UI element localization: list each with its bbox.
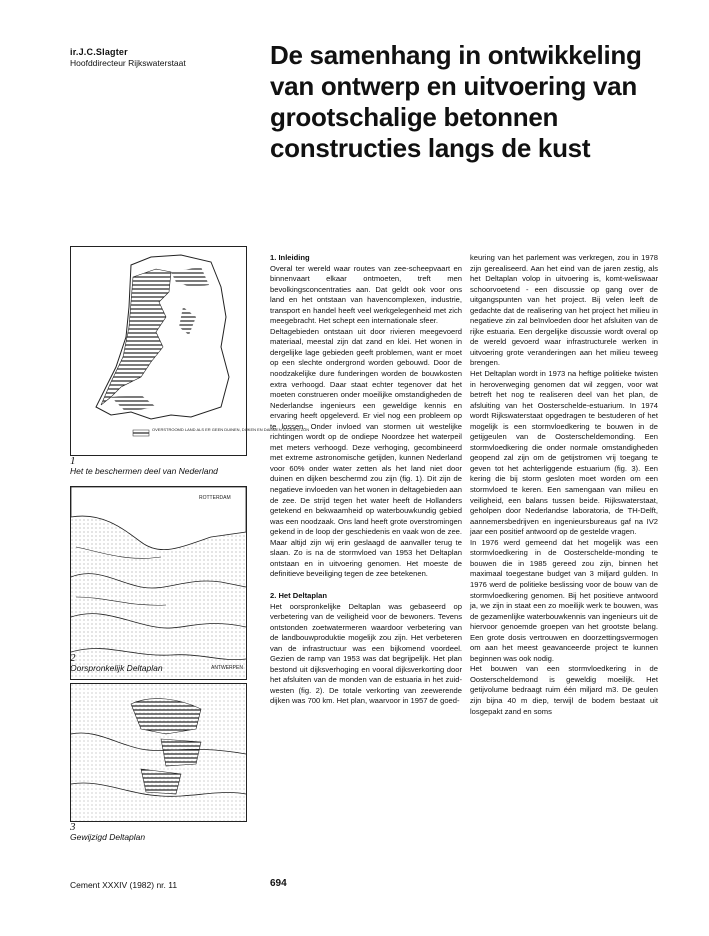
rotterdam-label: ROTTERDAM — [199, 495, 231, 501]
column-2-paragraph-3: In 1976 werd gemeend dat het mogelijk was een stormvloedkering in de Oosterschelde-monding te bouwen die in 1985 gereed zou zijn, binnen het maximaal toegestane budget van 3 miljard gulden. In 1976 werd de politieke beslissing voor de bouw van de stormvloedkering genomen. Bij het positieve antwoord ja, we zijn in staat een zo moeilijk werk te bouwen, was de gezamenlijke waterbouwkennis van ingenieurs uit de hiervoor genoemde groepen van het grootste belang. Een grote dosis vertrouwen en doorzettingsvermogen om aan het meest geavanceerde project te kunnen beginnen was ook nodig. — [470, 537, 658, 663]
section-2-heading: 2. Het Deltaplan — [270, 590, 327, 600]
figure-1-caption: Het te beschermen deel van Nederland — [70, 466, 218, 476]
author-name: ir.J.C.Slagter — [70, 47, 128, 57]
article-title: De samenhang in ontwikkeling van ontwerp en uitvoering van grootschalige betonnen constructies langs de kust — [270, 40, 642, 163]
text-column-1 — [270, 253, 462, 707]
section-2-paragraph: Het oorspronkelijke Deltaplan was gebaseerd op verbetering van de veiligheid voor de bewoners. Tevens ontstonden zoetwatermeren waardoor verbetering van de landbouwproduktie mogelijk zou zijn. Het verbeteren van de infrastructuur was een bijkomend voordeel. Gezien de ramp van 1953 was dat begrijpelijk. Het plan bestond uit dijksverhoging en vooral dijksverkorting door het afsluiten van de monden van de estuaria in het zuid-westen (fig. 2). De totale verkorting van zeewerende dijken was 700 km. Het plan, waarvoor in 1957 de goed- — [270, 601, 462, 706]
figure-3-number: 3 — [70, 821, 76, 833]
author-role: Hoofddirecteur Rijkswaterstaat — [70, 58, 186, 68]
antwerpen-label: ANTWERPEN — [211, 665, 243, 671]
text-column-2 — [470, 253, 658, 717]
figure-2-caption: Oorspronkelijk Deltaplan — [70, 663, 163, 673]
section-1-heading: 1. Inleiding — [270, 253, 310, 262]
page-number: 694 — [270, 878, 287, 889]
section-1-paragraph-2: Deltagebieden ontstaan uit door rivieren meegevoerd materiaal, meestal zijn dat zand en klei. Het wonen in dergelijke lage gebieden geeft problemen, want er moet op een slechte ondergrond worden gebouwd. Door de noodzakelijke dure funderingen worden de bouwkosten extra verhoogd. Daar staat echter tegenover dat het moeten construeren onder moeilijke omstandigheden de Nederlandse ingenieurs een geweldige kennis en ervaring heeft opgeleverd. Er viel nog een probleem op te lossen. Onder invloed van stormen uit westelijke richtingen wordt op de ondiepe Noordzee het waterpeil met meters verhoogd. Deze verhoging, gecombineerd met extreme astronomische getijden, kunnen Nederland voor 60% onder water zetten als het land niet door duinen en dijken beschermd zou zijn (fig. 1). Dit zijn de negatieve invloeden van het wonen in deltagebieden aan de zee. De strijd tegen het water heeft de Hollanders getekend en bekwaamheid op waterbouwkundig gebied was een noodzaak. Ons land heeft grote overstromingen gekend in de loop der geschiedenis en vaak won de zee. Maar altijd zijn wij erin geslaagd de aanvaller terug te slaan. Zo is na de stormvloed van 1953 het Deltaplan ontstaan en in uitvoering genomen. Het moeste de definitieve beveiliging tegen de zee betekenen. — [270, 326, 462, 579]
column-2-paragraph-4: Het bouwen van een stormvloedkering in de Oosterscheldemond is geweldig moeilijk. Het getijvolume bedraagt ruim één miljard m3. De geulen zijn bijna 40 m diep, terwijl de bodem bestaat uit losgepakt zand en soms — [470, 664, 658, 716]
column-2-paragraph-2: Het Deltaplan wordt in 1973 na heftige politieke twisten in heroverweging genomen dat wil zeggen, voor wat betreft het nog te realiseren deel van het plan, de afsluiting van het Oosterschelde-estuarium. In 1974 wordt Rijkswaterstaat opgedragen te bestuderen of het mogelijk is een stormvloedkering te bouwen in de getijgeulen van de Oosterscheldemonding. Een stormvloedkering die onder normale omstandigheden geopend zal zijn om de getijstromen vrij toegang te geven tot het achterliggende estuarium (fig. 3). Een kering die bij storm gesloten moet worden om een stormvloed te keren. Een samengaan van milieu en veiligheid, een balans tussen beide. Rijkswaterstaat, geholpen door Nederlandse laboratoria, de TH-Delft, aannemersbedrijven en ingenieursbureaus gaf na IV2 jaar een positief antwoord op de gestelde vragen. — [470, 369, 658, 537]
delta-map-icon — [71, 487, 246, 679]
figure-1-legend: OVERSTROOMD LAND ALS ER GEEN DUINEN, DIJKEN EN DAMMEN ZOUDEN ZIJN — [152, 427, 310, 432]
figure-2-map — [70, 486, 247, 680]
figure-1-number: 1 — [70, 455, 76, 467]
figure-3-map — [70, 683, 247, 822]
journal-reference: Cement XXXIV (1982) nr. 11 — [70, 880, 178, 890]
modified-delta-map-icon — [71, 684, 246, 821]
section-1-paragraph-1: Overal ter wereld waar routes van zee-scheepvaart en binnenvaart elkaar ontmoeten, treft men bevolkingsconcentraties aan. Dat geldt ook voor ons land en het ontstaan van havencomplexen, industrie, transport en handel heeft veel werkgelegenheid met zich meegebracht. Het schept een internationale sfeer. — [270, 263, 462, 326]
figure-3-caption: Gewijzigd Deltaplan — [70, 832, 146, 842]
column-2-paragraph-1: keuring van het parlement was verkregen, zou in 1978 zijn gerealiseerd. Aan het eind van de jaren zestig, als het Deltaplan volop in uitvoering is, komt-weliswaar schoorvoetend - een discussie op gang over de uitgangspunten van het project. Bij velen leeft de gedachte dat de realisering van het project het milieu in negatieve zin zal beïnvloeden door het afsluiten van de rijke estuaria. Een dergelijke discussie wordt overal op de wereld gevoerd waar infrastructurele werken in uitvoering grote veranderingen aan het milieu teweeg brengen. — [470, 253, 658, 368]
figure-2-number: 2 — [70, 652, 76, 664]
